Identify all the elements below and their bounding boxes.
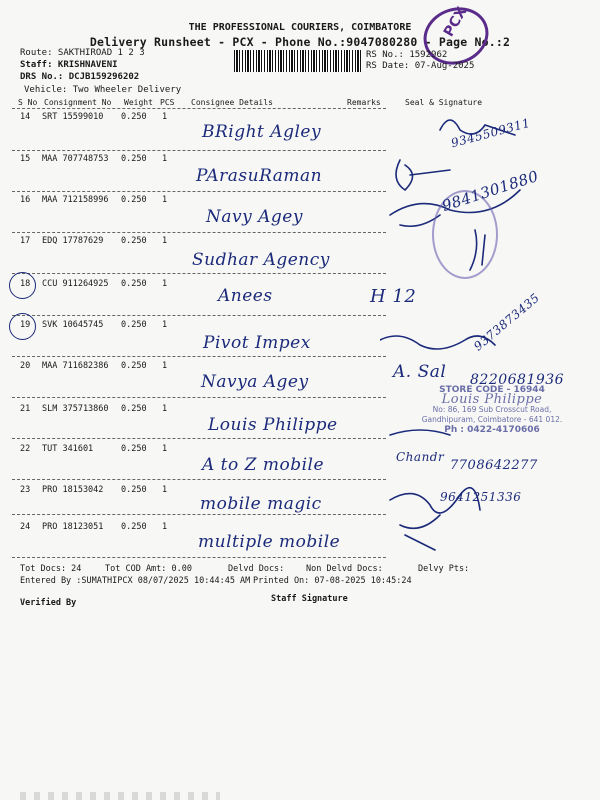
rs-number: RS No.: 1592962 (366, 50, 448, 60)
row-consignment: SLM 375713860 (42, 404, 109, 414)
row-consignment: MAA 712158996 (42, 195, 109, 205)
row-divider (12, 232, 386, 233)
row-pcs: 1 (162, 154, 168, 164)
row-consignee: Navya Agey (201, 372, 309, 392)
handwritten-signature: A. Sal (393, 362, 447, 382)
row-pcs: 1 (162, 279, 168, 289)
signature-row15 (396, 160, 450, 190)
row-weight: 0.250 (121, 404, 147, 414)
row-divider (12, 191, 386, 192)
row-consignment: SVK 10645745 (42, 320, 104, 330)
row-consignment: MAA 707748753 (42, 154, 109, 164)
col-consignment: Consignment No (44, 98, 112, 107)
row-weight: 0.250 (121, 320, 147, 330)
row-pcs: 1 (162, 112, 168, 122)
row-consignee: mobile magic (200, 494, 322, 514)
row-sno: 16 (20, 195, 31, 205)
row-pcs: 1 (162, 522, 168, 532)
row-sno: 21 (20, 404, 31, 414)
verified-by: Verified By (20, 598, 77, 608)
vehicle: Vehicle: Two Wheeler Delivery (24, 85, 182, 95)
row-consignee: Anees (218, 286, 273, 306)
row-weight: 0.250 (121, 195, 147, 205)
row-divider (12, 397, 386, 398)
row-divider (12, 514, 386, 515)
row-weight: 0.250 (121, 522, 147, 532)
row-pcs: 1 (162, 195, 168, 205)
row-weight: 0.250 (121, 444, 147, 454)
row-consignee: Sudhar Agency (192, 250, 330, 270)
row-weight: 0.250 (121, 485, 147, 495)
tot-docs: Tot Docs: 24 (20, 564, 82, 574)
handwritten-phone: 9373873435 (471, 290, 543, 354)
row-divider (12, 273, 386, 274)
row-weight: 0.250 (121, 154, 147, 164)
row-sno: 19 (20, 320, 31, 330)
row-consignment: TUT 341601 (42, 444, 94, 454)
row-sno: 15 (20, 154, 31, 164)
row-pcs: 1 (162, 485, 168, 495)
row-sno: 23 (20, 485, 31, 495)
company-title: THE PROFESSIONAL COURIERS, COIMBATORE (188, 22, 412, 33)
entered-by: Entered By :SUMATHIPCX 08/07/2025 10:44:45 AM (20, 576, 251, 586)
col-pcs: PCS (160, 98, 175, 107)
row-divider (12, 356, 386, 357)
row-consignment: EDQ 17787629 (42, 236, 104, 246)
row-consignment: SRT 15599010 (42, 112, 104, 122)
route: Route: SAKTHIROAD 1 2 3 (20, 48, 145, 58)
row-consignee: A to Z mobile (202, 455, 325, 475)
store-sign: Louis Philippe (441, 392, 543, 407)
non-delvd-docs: Non Delvd Docs: (306, 564, 383, 574)
printed-on: Printed On: 07-08-2025 10:45:24 (253, 576, 412, 586)
row-sno: 20 (20, 361, 31, 371)
row-consignee: multiple mobile (198, 532, 341, 552)
row-weight: 0.250 (121, 279, 147, 289)
store-phone: Ph : 0422-4170606 (444, 425, 540, 435)
barcode (234, 50, 362, 72)
row-sno: 14 (20, 112, 31, 122)
bottom-bleed-marks (20, 792, 220, 800)
drs-number: DRS No.: DCJB159296202 (20, 72, 140, 82)
row-divider (12, 315, 386, 316)
col-weight: Weight (124, 98, 153, 107)
row-divider (12, 438, 386, 439)
signature-row24 (400, 515, 440, 550)
row-consignment: PRO 18153042 (42, 485, 104, 495)
handwritten-phone: 9345509311 (449, 115, 532, 151)
row-divider (12, 479, 386, 480)
delvd-docs: Delvd Docs: (228, 564, 285, 574)
store-address-line2: Gandhipuram, Coimbatore - 641 012. (421, 415, 563, 424)
row-pcs: 1 (162, 444, 168, 454)
row-consignment: PRO 18123051 (42, 522, 104, 532)
row-consignee: Louis Philippe (208, 415, 338, 435)
col-sno: S No (18, 98, 38, 107)
runsheet-title: Delivery Runsheet - PCX - Phone No.:9047080280 - Page No.:2 (89, 35, 511, 49)
row-consignee: Navy Agey (206, 207, 303, 227)
row-divider (12, 150, 386, 151)
row-sno: 17 (20, 236, 31, 246)
col-remarks: Remarks (347, 98, 381, 107)
handwritten-phone: 9641251336 (440, 490, 522, 504)
staff: Staff: KRISHNAVENI (20, 60, 118, 70)
row-pcs: 1 (162, 320, 168, 330)
row-consignment: MAA 711682386 (42, 361, 109, 371)
pcx-stamp-text: PCX (440, 4, 471, 40)
row-consignee: PArasuRaman (196, 166, 323, 186)
delvy-pts: Delvy Pts: (418, 564, 470, 574)
store-code: STORE CODE - 16944 (439, 385, 545, 395)
row-consignment: CCU 911264925 (42, 279, 109, 289)
handwritten-phone: 8220681936 (470, 372, 565, 388)
row-sno: 22 (20, 444, 31, 454)
header-divider (12, 108, 386, 109)
row-sno: 18 (20, 279, 31, 289)
rs-date: RS Date: 07-Aug-2025 (366, 61, 475, 71)
row-remark: H 12 (370, 286, 417, 307)
row-weight: 0.250 (121, 112, 147, 122)
handwritten-phone: 9841301880 (439, 166, 541, 216)
row-sno: 24 (20, 522, 31, 532)
row-pcs: 1 (162, 236, 168, 246)
row-consignee: Pivot Impex (203, 333, 311, 353)
row-consignee: BRight Agley (202, 122, 322, 142)
row-pcs: 1 (162, 404, 168, 414)
handwritten-name: Chandr (396, 450, 445, 464)
row-pcs: 1 (162, 361, 168, 371)
row-divider (12, 557, 386, 558)
store-stamp (392, 385, 592, 435)
row-weight: 0.250 (121, 236, 147, 246)
handwritten-phone: 7708642277 (450, 458, 538, 473)
row-weight: 0.250 (121, 361, 147, 371)
col-consignee: Consignee Details (191, 98, 273, 107)
store-address-line1: No: 86, 169 Sub Crosscut Road, (432, 405, 552, 414)
col-seal-signature: Seal & Signature (405, 98, 483, 107)
staff-signature: Staff Signature (271, 594, 348, 604)
tot-cod-amt: Tot COD Amt: 0.00 (105, 564, 192, 574)
